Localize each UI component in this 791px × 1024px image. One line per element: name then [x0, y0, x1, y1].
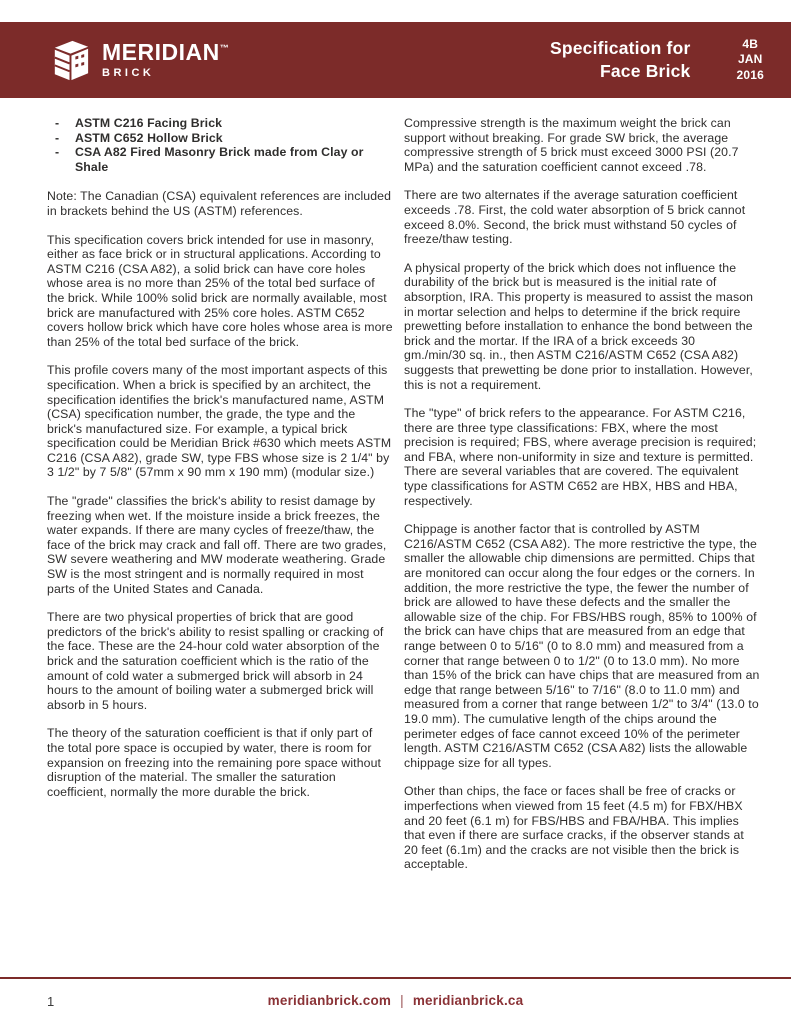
list-item	[47, 116, 393, 131]
paragraph: This profile covers many of the most important aspects of this specification. When a brick is specified by an architect, the specification identifies the brick's manufactured name, ASTM (CSA) specification number, the grade, the type and the brick's manufactured size. For example, a typical brick specification could be Meridian Brick #630 which meets ASTM C216 (CSA A82), grade SW, type FBS whose size is 2 1/4" by 3 1/2" by 7 5/8" (57mm x 90 mm x 190 mm) (modular size.)	[47, 363, 392, 480]
paragraph: This specification covers brick intended for use in masonry, either as face brick or in structural applications. According to ASTM C216 (CSA A82), a solid brick can have core holes whose area is no more than 25% of the total bed surface of the brick. While 100% solid brick are normally available, most brick are manufactured with 25% core holes. ASTM C652 covers hollow brick which have core holes whose area is more than 25% of the total bed surface of the brick.	[47, 232, 393, 349]
paragraph: Other than chips, the face or faces shall be free of cracks or imperfections when viewed from 15 feet (4.5 m) for FBX/HBX and 20 feet (6.1 m) for FBS/HBS and FBA/HBA. This implies that even if there are surface cracks, if the observer stands at 20 feet (6.1m) and the cracks are not visible then the brick is acceptable.	[404, 784, 744, 872]
paragraph: The "type" of brick refers to the appearance. For ASTM C216, there are three type classifications: FBX, where the most precision is required; FBS, where average precision is required; and FBA, where non-uniformity in size and texture is permitted. There are several variables that are covered. The equivalent type classifications for ASTM C652 are HBX, HBS and HBA, respectively.	[404, 406, 757, 508]
header-band	[0, 22, 791, 98]
document-title-line2: Face Brick	[599, 61, 691, 81]
document-title	[550, 37, 691, 83]
bullet-dash: -	[55, 116, 60, 130]
paragraph: A physical property of the brick which does not influence the durability of the brick but is measured is the initial rate of absorption, IRA. This property is measured to assist the mason in mortar selection and helps to determine if the brick require prewetting before installation to enhance the bond between the brick and the mortar. If the IRA of a brick exceeds 30 gm./min/30 sq. in., then ASTM C216/ASTM C652 (CSA A82) suggests that prewetting be done prior to installation. However, this is not a requirement.	[404, 260, 754, 392]
trademark-symbol: ™	[219, 43, 229, 53]
list-item	[47, 145, 393, 174]
paragraph: Compressive strength is the maximum weight the brick can support without breaking. For grade SW brick, the average compressive strength of 5 brick must exceed 3000 PSI (20.7 MPa) and the saturation coefficient cannot exceed .78.	[404, 116, 739, 174]
paragraph: The "grade" classifies the brick's ability to resist damage by freezing when wet. If the moisture inside a brick freezes, the water expands. If there are many cycles of freeze/thaw, the face of the brick may crack and fall off. There are two grades, SW severe weathering and MW moderate weathering. Grade SW is the most stringent and is normally required in most parts of the United States and Canada.	[47, 494, 387, 596]
bullet-dash: -	[55, 145, 60, 160]
paragraph: Chippage is another factor that is controlled by ASTM C216/ASTM C652 (CSA A82). The more restrictive the type, the smaller the allowable chip dimensions are permitted. Chips that are monitored can occur along the four edges or the corners. In addition, the more restrictive the type, the fewer the number of brick are allowed to have these defects and the smaller the allowable size of the chip. For FBS/HBS rough, 85% to 100% of the brick can have chips that are measured from an edge that range between 0 to 5/16" (0 to 8.0 mm) and measured from a corner that range between 0 to 1/2" (0 to 13.0 mm). No more than 15% of the brick can have chips that are measured from an edge that range between 5/16" to 7/16" (8.0 to 11.0 mm) and measured from a corner that range between 1/2" to 3/4" (13.0 to 19.0 mm). The cumulative length of the chips around the perimeter edges of face cannot exceed 10% of the perimeter length. ASTM C216/ASTM C652 (CSA A82) lists the allowable chippage size for all types.	[404, 522, 760, 770]
document-code-date	[737, 37, 765, 83]
footer	[0, 993, 791, 1013]
document-title-line1: Specification for	[549, 37, 691, 58]
paragraph: The theory of the saturation coefficient is that if only part of the total pore space is occupied by water, there is room for expansion on freezing into the remaining pore space without disruption of the material. The smaller the saturation coefficient, normally the more durable the brick.	[47, 726, 382, 799]
standards-reference-list	[47, 116, 393, 174]
website-us-link[interactable]: meridianbrick.com	[267, 993, 392, 1008]
brand-logo	[46, 37, 229, 84]
website-ca-link[interactable]: meridianbrick.ca	[412, 993, 524, 1008]
footer-websites	[0, 993, 791, 1008]
brand-text	[102, 41, 229, 79]
right-column	[404, 116, 760, 886]
brick-building-icon	[46, 37, 93, 84]
list-item-label: ASTM C652 Hollow Brick	[75, 130, 223, 145]
bullet-dash: -	[55, 130, 60, 145]
page-number: 1	[47, 994, 55, 1009]
paragraph-note: Note: The Canadian (CSA) equivalent references are included in brackets behind the US (ASTM) references.	[47, 189, 392, 218]
footer-divider	[0, 977, 791, 979]
list-item-label: ASTM C216 Facing Brick	[75, 116, 223, 130]
list-item	[47, 131, 393, 146]
header-right	[550, 37, 791, 83]
brand-name: MERIDIAN™	[102, 39, 229, 65]
list-item-label: CSA A82 Fired Masonry Brick made from Clay or Shale	[75, 145, 364, 174]
left-column	[47, 116, 393, 813]
doc-year: 2016	[736, 67, 764, 82]
doc-code: 4B	[742, 36, 759, 51]
paragraph: There are two physical properties of brick that are good predictors of the brick's ability to resist spalling or cracking of the face. These are the 24-hour cold water absorption of the brick and the saturation coefficient which is the ratio of the amount of cold water a submerged brick will absorb in 24 hours to the amount of boiling water a submerged brick will absorb in 5 hours.	[47, 610, 384, 712]
doc-month: JAN	[737, 52, 763, 67]
website-separator: |	[400, 993, 404, 1008]
brand-subtitle: BRICK	[102, 67, 155, 79]
paragraph: There are two alternates if the average saturation coefficient exceeds .78. First, the cold water absorption of 5 brick cannot exceed 8.0%. Second, the brick must withstand 50 cycles of freeze/thaw testing.	[404, 188, 746, 247]
